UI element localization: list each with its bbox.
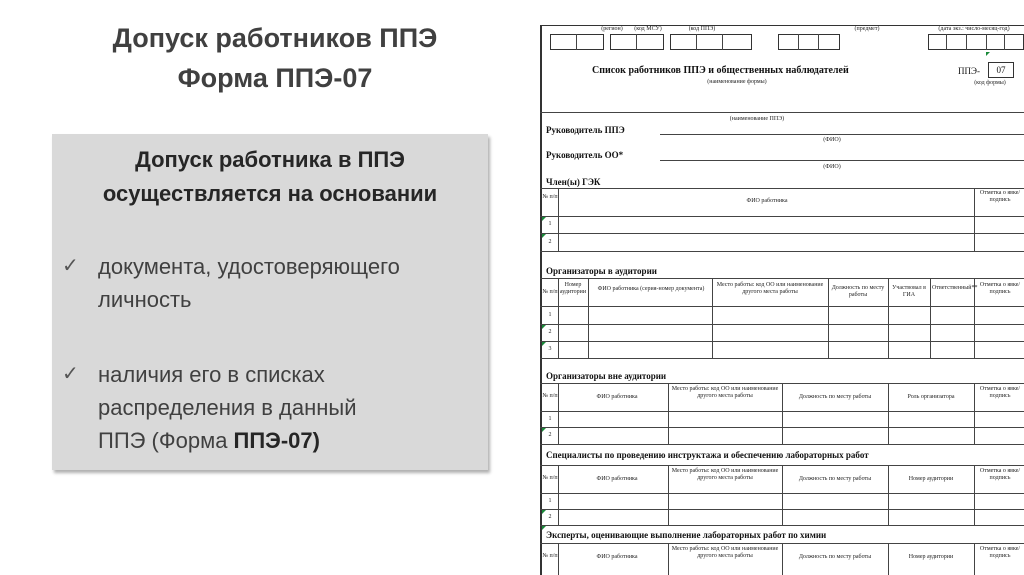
bullet2-line1: наличия его в списках xyxy=(98,362,325,387)
ppe-boxes xyxy=(670,34,752,50)
spec-row1: 1 xyxy=(548,498,552,504)
aud-col-resp: Ответственный** xyxy=(932,285,978,291)
gek-col-fio: ФИО работника xyxy=(746,198,788,204)
form-code-value: 07 xyxy=(988,62,1014,78)
spec-col-work: Место работы: код ОО или наименование другого места работы xyxy=(671,468,779,481)
exp-col-room: Номер аудитории xyxy=(908,554,954,560)
out-col-work: Место работы: код ОО или наименование другого места работы xyxy=(671,386,779,399)
aud-col-room: Номер аудитории xyxy=(559,282,587,295)
out-row2: 2 xyxy=(548,432,552,438)
form-ppe07-preview xyxy=(540,25,1024,575)
gek-row1: 1 xyxy=(548,221,552,227)
subject-boxes xyxy=(778,34,840,50)
panel-heading-line1: Допуск работника в ППЭ xyxy=(135,147,405,172)
ppe-name-caption: (наименование ППЭ) xyxy=(729,116,785,122)
aud-row3: 3 xyxy=(548,346,552,352)
experts-label: Эксперты, оценивающие выполнение лабораторных работ по химии xyxy=(546,530,827,540)
spec-col-room: Номер аудитории xyxy=(908,476,954,482)
aud-col-fio: ФИО работника (серия-номер документа) xyxy=(597,286,705,292)
head-oo-label: Руководитель ОО* xyxy=(546,150,624,160)
bullet2-line3: ППЭ (Форма ППЭ-07) xyxy=(98,428,320,453)
exp-col-position: Должность по месту работы xyxy=(798,554,872,560)
checkmark-icon: ✓ xyxy=(62,363,79,385)
aud-row1: 1 xyxy=(548,312,552,318)
slide-title xyxy=(40,18,510,98)
exp-col-sign: Отметка о явке/ подпись xyxy=(979,546,1021,559)
gek-label: Член(ы) ГЭК xyxy=(546,177,601,187)
msu-boxes xyxy=(610,34,664,50)
head-ppe-label: Руководитель ППЭ xyxy=(546,125,625,135)
form-name-caption: (наименование формы) xyxy=(707,79,767,85)
out-col-sign: Отметка о явке/ подпись xyxy=(979,386,1021,399)
hdr-subject: (предмет) xyxy=(854,26,880,32)
aud-col-num: № п/п xyxy=(542,289,558,295)
hdr-region: (регион) xyxy=(601,26,623,32)
out-col-num: № п/п xyxy=(542,393,558,399)
spec-col-sign: Отметка о явке/ подпись xyxy=(979,468,1021,481)
form-code-label: ППЭ- xyxy=(958,66,980,76)
info-panel xyxy=(52,134,488,470)
region-boxes xyxy=(550,34,604,50)
spec-col-fio: ФИО работника xyxy=(596,476,638,482)
checkmark-icon: ✓ xyxy=(62,255,79,277)
fio-caption-2: (ФИО) xyxy=(823,164,841,170)
spec-row2: 2 xyxy=(548,514,552,520)
form-code-caption: (код формы) xyxy=(974,80,1006,86)
gek-row2: 2 xyxy=(548,239,552,245)
slide-title-line2: Форма ППЭ-07 xyxy=(177,63,373,93)
org-out-label: Организаторы вне аудитории xyxy=(546,371,667,381)
aud-col-gia: Участвовал в ГИА xyxy=(892,285,926,298)
form-title: Список работников ППЭ и общественных наблюдателей xyxy=(592,65,849,76)
exp-col-fio: ФИО работника xyxy=(596,554,638,560)
gek-col-num: № п/п xyxy=(542,194,558,200)
bullet1-line2: личность xyxy=(98,287,192,312)
panel-heading-line2: осуществляется на основании xyxy=(102,181,438,206)
slide-title-line1: Допуск работников ППЭ xyxy=(112,23,438,53)
spec-col-position: Должность по месту работы xyxy=(798,476,872,482)
hdr-ppe: (код ППЭ) xyxy=(688,26,716,32)
gek-col-sign: Отметка о явке/ подпись xyxy=(979,190,1021,203)
spec-label: Специалисты по проведению инструктажа и обеспечению лабораторных работ xyxy=(546,450,869,460)
hdr-msu: (код МСУ) xyxy=(634,26,662,32)
out-row1: 1 xyxy=(548,416,552,422)
out-col-position: Должность по месту работы xyxy=(798,394,872,400)
exp-col-work: Место работы: код ОО или наименование другого места работы xyxy=(671,546,779,559)
aud-col-sign: Отметка о явке/ подпись xyxy=(979,282,1021,295)
panel-heading xyxy=(52,143,488,211)
bullet2-line2: распределения в данный xyxy=(98,395,357,420)
exp-col-num: № п/п xyxy=(542,553,558,559)
hdr-date: (дата экз.: число-месяц-год) xyxy=(938,26,1010,32)
spec-col-num: № п/п xyxy=(542,475,558,481)
bullet1-line1: документа, удостоверяющего xyxy=(98,254,400,279)
aud-col-position: Должность по месту работы xyxy=(831,285,885,298)
out-col-role: Роль организатора xyxy=(907,394,955,400)
out-col-fio: ФИО работника xyxy=(596,394,638,400)
aud-col-work: Место работы: код ОО или наименование другого места работы xyxy=(716,282,824,295)
date-boxes xyxy=(928,34,1024,50)
org-aud-label: Организаторы в аудитории xyxy=(546,266,657,276)
fio-caption: (ФИО) xyxy=(823,137,841,143)
aud-row2: 2 xyxy=(548,329,552,335)
